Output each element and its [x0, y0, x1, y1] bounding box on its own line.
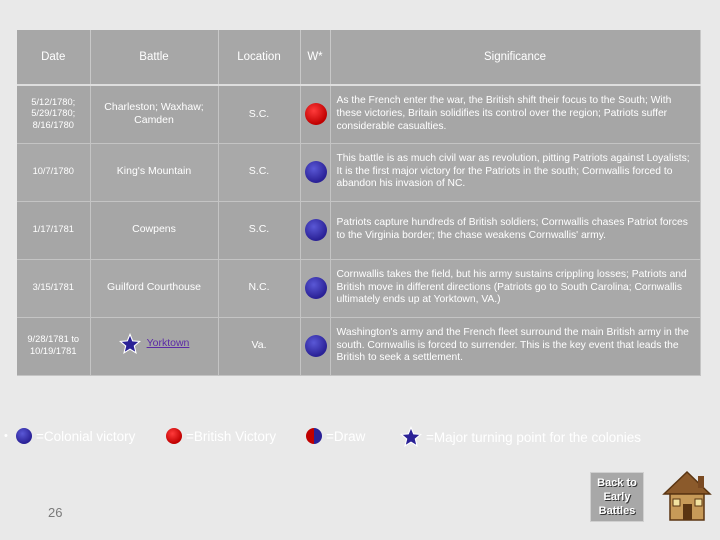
- row-outcome: [300, 259, 330, 317]
- row-location: S.C.: [218, 85, 300, 143]
- star-icon: [119, 333, 141, 355]
- legend-bullet: •: [4, 430, 8, 442]
- british-victory-icon: [305, 103, 327, 125]
- row-battle: Guilford Courthouse: [90, 259, 218, 317]
- legend-colonial-label: =Colonial victory: [36, 428, 136, 444]
- legend-turning-point-label: =Major turning point for the colonies: [426, 429, 641, 445]
- table-row: [17, 317, 700, 375]
- row-date: 10/7/1780: [17, 143, 90, 201]
- battles-table: [17, 30, 701, 376]
- row-date: 5/12/1780; 5/29/1780; 8/16/1780: [17, 85, 90, 143]
- colonial-victory-icon: [305, 219, 327, 241]
- british-victory-icon: [166, 428, 182, 444]
- colonial-victory-icon: [305, 335, 327, 357]
- row-significance: As the French enter the war, the British shift their focus to the South; With these victories, Britain solidifies its control over the region; Patriots suffer considerable casualties.: [330, 85, 700, 143]
- header-date: Date: [17, 30, 90, 85]
- back-to-early-battles-button[interactable]: Back to Early Battles: [590, 472, 644, 522]
- row-location: S.C.: [218, 143, 300, 201]
- legend-draw-label: =Draw: [326, 428, 366, 444]
- table-row: [17, 143, 700, 201]
- header-significance: Significance: [330, 30, 700, 85]
- table-row: [17, 259, 700, 317]
- colonial-victory-icon: [305, 161, 327, 183]
- legend-draw: [306, 428, 365, 444]
- legend-british: [166, 428, 276, 444]
- row-significance: This battle is as much civil war as revolution, pitting Patriots against Loyalists; It is the first major victory for the Patriots in the south; Cornwallis forced to abandon his invasion of NC.: [330, 143, 700, 201]
- row-significance: Cornwallis takes the field, but his army sustains crippling losses; Patriots and British move in different directions (Patriots go to South Carolina; Cornwallis ultimately ends up at Yorktown, VA.): [330, 259, 700, 317]
- row-location: S.C.: [218, 201, 300, 259]
- header-winner: W*: [300, 30, 330, 85]
- colonial-victory-icon: [16, 428, 32, 444]
- row-outcome: [300, 201, 330, 259]
- table-row: [17, 85, 700, 143]
- row-battle: Charleston; Waxhaw; Camden: [90, 85, 218, 143]
- table-header-row: [17, 30, 700, 85]
- row-date: 3/15/1781: [17, 259, 90, 317]
- colonial-victory-icon: [305, 277, 327, 299]
- row-date: 9/28/1781 to 10/19/1781: [17, 317, 90, 375]
- legend-turning-point: [400, 426, 641, 448]
- yorktown-link[interactable]: Yorktown: [146, 337, 190, 350]
- table-row: [17, 201, 700, 259]
- header-battle: Battle: [90, 30, 218, 85]
- row-date: 1/17/1781: [17, 201, 90, 259]
- header-location: Location: [218, 30, 300, 85]
- home-icon[interactable]: [660, 468, 714, 524]
- row-significance: Washington's army and the French fleet surround the main British army in the south. Cornwallis is forced to surrender. This is the key event that leads the British to seek a settlement.: [330, 317, 700, 375]
- row-battle: [90, 317, 218, 375]
- legend-colonial: [16, 428, 135, 444]
- legend-british-label: =British Victory: [186, 428, 277, 444]
- draw-icon: [306, 428, 322, 444]
- row-outcome: [300, 317, 330, 375]
- row-battle: Cowpens: [90, 201, 218, 259]
- star-icon: [400, 426, 422, 448]
- row-outcome: [300, 85, 330, 143]
- row-location: Va.: [218, 317, 300, 375]
- row-location: N.C.: [218, 259, 300, 317]
- row-battle: King's Mountain: [90, 143, 218, 201]
- page-number: 26: [48, 505, 63, 520]
- legend: [0, 428, 720, 448]
- row-significance: Patriots capture hundreds of British soldiers; Cornwallis chases Patriot forces to the Virginia border; the chase weakens Cornwallis' army.: [330, 201, 700, 259]
- row-outcome: [300, 143, 330, 201]
